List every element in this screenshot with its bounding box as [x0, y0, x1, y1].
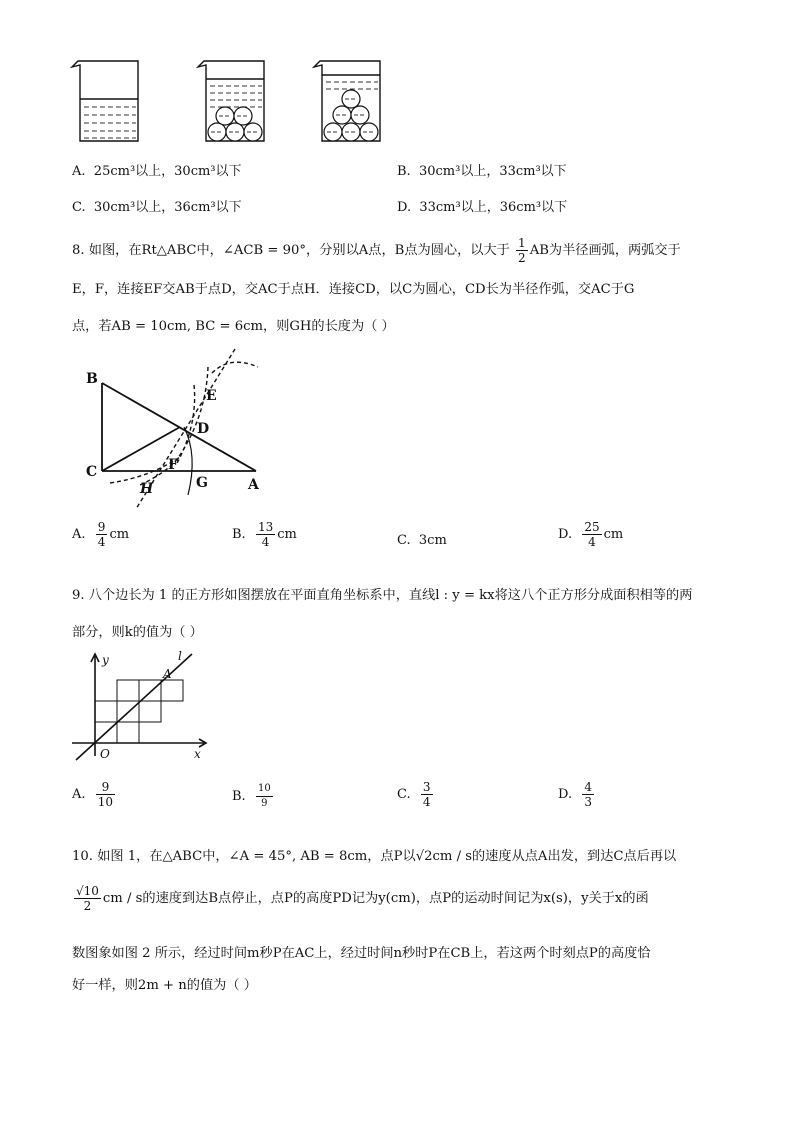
option-text: 3cm [418, 533, 447, 548]
option-letter: A. [72, 164, 86, 179]
numerator: 4 [584, 780, 592, 794]
label-x: x [194, 747, 201, 761]
unit: cm [109, 527, 130, 542]
label-d: D [197, 421, 210, 437]
denominator: 9 [261, 798, 268, 809]
numerator: √10 [76, 884, 99, 898]
q8-option-d[interactable] [558, 520, 623, 549]
option-fraction [582, 520, 601, 549]
denominator: 2 [518, 251, 526, 265]
q7-option-b[interactable] [397, 160, 567, 179]
label-f: F [168, 457, 178, 473]
q8-option-b[interactable] [232, 520, 297, 549]
option-letter: B. [232, 527, 246, 542]
denominator: 3 [584, 795, 592, 809]
q9-option-b[interactable] [232, 782, 275, 811]
numerator: 10 [256, 782, 273, 797]
question-number: 8. [72, 243, 85, 258]
q10-stem-line1 [72, 845, 676, 864]
option-text: 25cm³以上，30cm³以下 [93, 164, 242, 179]
label-l: l [178, 649, 182, 663]
numerator: 3 [422, 780, 431, 794]
option-letter: C. [397, 533, 411, 548]
numerator: 9 [97, 520, 106, 534]
q9-option-c[interactable] [397, 780, 435, 809]
numerator: 25 [584, 520, 600, 534]
denominator: 4 [97, 535, 106, 549]
option-letter: D. [397, 200, 412, 215]
q8-stem-line1 [72, 236, 681, 265]
q8-stem-line2: E，F，连接EF交AB于点D，交AC于点H．连接CD，以C为圆心，CD长为半径作弧，交AC于G [72, 282, 635, 297]
beaker-empty [72, 61, 138, 141]
unit: cm [277, 527, 297, 542]
q9-option-d[interactable] [558, 780, 596, 809]
option-letter: C. [397, 787, 411, 802]
option-fraction [582, 780, 594, 809]
option-letter: A. [72, 527, 86, 542]
label-o: O [100, 747, 110, 761]
option-letter: B. [397, 164, 411, 179]
q8-option-c[interactable] [397, 533, 447, 548]
q7-option-a[interactable] [72, 160, 242, 179]
label-b: B [86, 371, 98, 387]
label-c: C [86, 464, 98, 480]
q7-option-d[interactable] [397, 196, 567, 215]
sqrt10-fraction [74, 884, 101, 913]
option-fraction [96, 520, 108, 549]
q8-triangle-figure [80, 345, 270, 510]
q9-squares-figure [68, 648, 218, 763]
option-fraction [96, 780, 115, 809]
option-letter: A. [72, 787, 86, 802]
denominator: 2 [83, 899, 92, 913]
option-letter: C. [72, 200, 86, 215]
label-e: E [206, 388, 217, 404]
label-g: G [196, 475, 208, 491]
q9-text: 八个边长为 1 的正方形如图摆放在平面直角坐标系中，直线l : y = kx将这八个正方形分成面积相等的两 [88, 588, 693, 603]
option-text: 30cm³以上，36cm³以下 [93, 200, 242, 215]
unit: cm [603, 527, 624, 542]
denominator: 4 [261, 535, 270, 549]
beaker-figures [60, 55, 390, 150]
q8-text: 如图，在Rt△ABC中，∠ACB = 90°，分别以A点，B点为圆心，以大于 [88, 243, 510, 258]
option-letter: B. [232, 789, 246, 804]
q10-text: 如图 1，在△ABC中，∠A = 45°, AB = 8cm，点P以√2cm / s的速度从点A出发，到达C点后再以 [97, 849, 677, 864]
option-fraction [256, 520, 275, 549]
option-letter: D. [558, 787, 573, 802]
q10-stem-line3: 数图象如图 2 所示，经过时间m秒P在AC上，经过时间n秒时P在CB上，若这两个时刻点P的高度恰 [72, 946, 651, 961]
half-fraction [516, 236, 528, 265]
option-text: 33cm³以上，36cm³以下 [419, 200, 568, 215]
question-number: 9. [72, 588, 85, 603]
denominator: 4 [422, 795, 431, 809]
option-text: 30cm³以上，33cm³以下 [418, 164, 567, 179]
q10-stem-line2 [72, 884, 649, 913]
q8-option-a[interactable] [72, 520, 129, 549]
q10-text: cm / s的速度到达B点停止，点P的高度PD记为y(cm)，点P的运动时间记为x(s)，y关于x的函 [102, 891, 649, 906]
q9-stem-line2: 部分，则k的值为（ ） [72, 625, 203, 640]
q7-option-c[interactable] [72, 196, 242, 215]
numerator: 1 [518, 236, 526, 250]
denominator: 10 [97, 795, 114, 809]
label-y: y [102, 653, 109, 667]
q9-stem-line1 [72, 584, 692, 603]
option-letter: D. [558, 527, 573, 542]
label-a: A [163, 667, 172, 681]
q9-option-a[interactable] [72, 780, 117, 809]
question-number: 10. [72, 849, 93, 864]
option-fraction [421, 780, 433, 809]
numerator: 9 [96, 780, 115, 795]
option-fraction [256, 782, 273, 811]
denominator: 4 [588, 535, 596, 549]
q8-stem-line3: 点，若AB = 10cm, BC = 6cm，则GH的长度为（ ） [72, 319, 395, 334]
label-h: H [140, 481, 154, 497]
q10-stem-line4: 好一样，则2m + n的值为（ ） [72, 978, 257, 993]
q8-text: AB为半径画弧，两弧交于 [529, 243, 681, 258]
numerator: 13 [257, 520, 274, 534]
label-a: A [248, 477, 259, 493]
